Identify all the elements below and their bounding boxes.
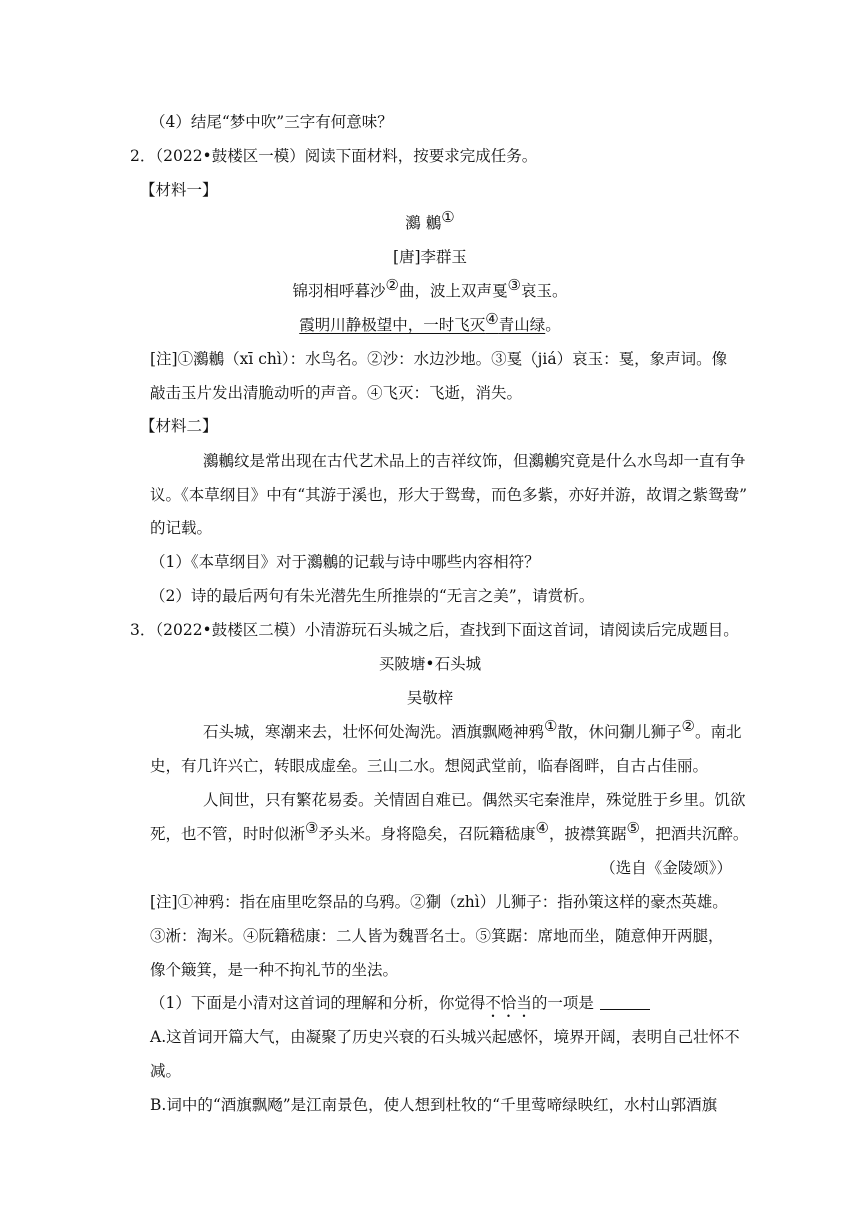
poem-text: 散，休问猘儿狮子 [557, 723, 682, 741]
poem-text: 石头城，寒潮来去，壮怀何处淘洗。酒旗飘飏神鸦 [203, 723, 545, 741]
q3-notes-line-1: [注]①神鸦：指在庙里吃祭品的乌鸦。②猘（zhì）儿狮子：指孙策这样的豪杰英雄。 [150, 893, 728, 911]
q2-material2-line-3: 的记载。 [150, 519, 213, 537]
poem-text: 矛头米。身将隐矣，召阮籍嵇康 [318, 825, 536, 843]
q2-material2-line-2: 议。《本草纲目》中有“其游于溪也，形大于鸳鸯，而色多紫，亦好并游，故谓之紫鸳鸯” [150, 486, 748, 504]
poem-underlined-text [299, 309, 546, 334]
footnote-marker: ② [385, 275, 399, 294]
footnote-marker: ① [544, 716, 558, 735]
poem-text: ，披襟箕踞 [548, 825, 627, 843]
poem-text: 青山绿 [498, 316, 546, 334]
footnote-marker: ② [681, 716, 695, 735]
q3-poem-p2-line-2 [150, 818, 749, 844]
poem-title-text: 鸂 鶒 [405, 214, 442, 232]
poem-text: 霞明川静极望中，一时飞灭 [299, 316, 486, 334]
q3-notes-line-3: 像个簸箕，是一种不拘礼节的坐法。 [150, 961, 399, 979]
poem-text: 锦羽相呼暮沙 [292, 282, 386, 300]
footnote-marker: ④ [535, 818, 549, 837]
q3-subquestion-1 [150, 993, 650, 1021]
poem-text: 。南北 [694, 723, 742, 741]
footnote-marker: ④ [485, 309, 499, 328]
q3-poem-p1-line-2: 史，有几许兴亡，转眼成虚垒。三山二水。想阅武堂前，临春阁畔，自古占佳丽。 [150, 757, 709, 775]
q2-material2-line-1: 鸂鶒纹是常出现在古代艺术品上的吉祥纹饰，但鸂鶒究竟是什么水鸟却一直有争 [203, 452, 746, 470]
q2-poem-author: [唐]李群玉 [392, 248, 468, 266]
q2-poem-title [0, 207, 860, 233]
q3-option-a-line-2: 减。 [150, 1062, 182, 1080]
poem-text: 曲，波上双声戛 [398, 282, 508, 300]
q2-subquestion-1: （1）《本草纲目》对于鸂鶒的记载与诗中哪些内容相符？ [150, 553, 540, 571]
poem-text: ，把酒共沉醉。 [639, 825, 749, 843]
poem-text: 。 [545, 316, 561, 334]
q2-notes-line-1: [注]①鸂鶒（xī chì）：水鸟名。②沙：水边沙地。③戛（jiá）哀玉：戛，象声词。像 [150, 350, 728, 368]
q2-material1-label: 【材料一】 [140, 181, 218, 199]
q3-option-a-line-1: A.这首词开篇大气，由凝聚了历史兴衰的石头城兴起感怀，境界开阔，表明自己壮怀不 [150, 1028, 740, 1046]
q1-subquestion-4: （4）结尾“梦中吹”三字有何意味？ [150, 113, 393, 131]
q2-subquestion-2: （2）诗的最后两句有朱光潜先生所推崇的“无言之美”，请赏析。 [150, 587, 595, 605]
q3-option-b-line-1: B.词中的“酒旗飘飏”是江南景色，使人想到杜牧的“千里莺啼绿映红，水村山郭酒旗 [150, 1096, 718, 1114]
question-text: 的一项是 [531, 994, 594, 1012]
q2-material2-label: 【材料二】 [140, 417, 218, 435]
q3-header: 3．（2022•鼓楼区二模）小清游玩石头城之后，查找到下面这首词，请阅读后完成题目。 [130, 621, 739, 639]
q3-notes-line-2: ③淅：淘米。④阮籍嵇康：二人皆为魏晋名士。⑤箕踞：席地而坐，随意伸开两腿， [150, 927, 724, 945]
q2-poem-line-1 [0, 275, 860, 301]
q2-notes-line-2: 敲击玉片发出清脆动听的声音。④飞灭：飞逝，消失。 [150, 384, 523, 402]
emphasized-text: 不恰当 [485, 994, 532, 1012]
q3-poem-author: 吴敬梓 [406, 689, 454, 707]
q3-poem-p1-line-1 [203, 716, 742, 742]
footnote-marker: ⑤ [626, 818, 640, 837]
q3-poem-p2-line-1: 人间世，只有繁花易委。关情固自难已。偶然买宅秦淮岸，殊觉胜于乡里。饥欲 [203, 791, 746, 809]
q3-poem-title: 买陂塘•石头城 [378, 655, 482, 673]
poem-text: 死，也不管，时时似淅 [150, 825, 306, 843]
q2-header: 2．（2022•鼓楼区一模）阅读下面材料，按要求完成任务。 [130, 147, 538, 165]
footnote-marker: ③ [305, 818, 319, 837]
answer-blank[interactable] [600, 993, 650, 1010]
question-text: （1）下面是小清对这首词的理解和分析，你觉得 [150, 994, 486, 1012]
poem-text: 哀玉。 [520, 282, 568, 300]
q3-poem-source: （选自《金陵颂》） [600, 859, 732, 877]
footnote-marker: ① [441, 207, 455, 226]
footnote-marker: ③ [507, 275, 521, 294]
q2-poem-line-2 [0, 309, 860, 335]
